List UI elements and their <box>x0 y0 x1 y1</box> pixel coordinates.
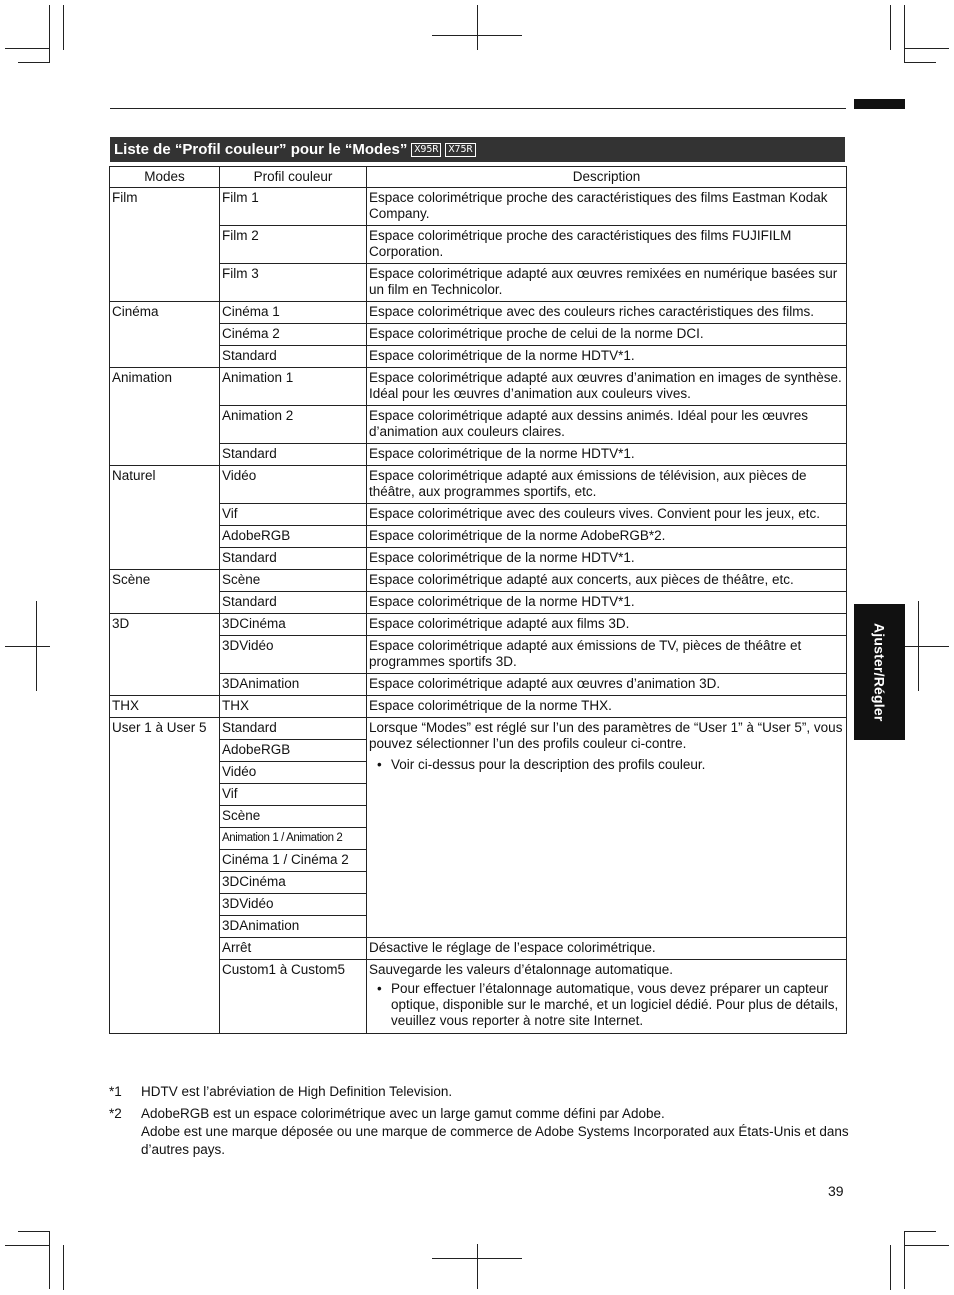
table-row <box>110 466 847 504</box>
profile-cell: Vidéo <box>220 466 367 504</box>
side-tab-label: Ajuster/Régler <box>871 622 888 722</box>
profile-cell: Film 1 <box>220 188 367 226</box>
profile-cell: Scène <box>220 570 367 592</box>
profile-cell: Vif <box>220 504 367 526</box>
description-cell: Espace colorimétrique adapté aux œuvres remixées en numérique basées sur un film en Technicolor. <box>367 264 847 302</box>
table-row <box>110 548 847 570</box>
mode-cell: 3D <box>110 614 220 696</box>
table-row <box>110 570 847 592</box>
table-row <box>110 526 847 548</box>
profile-cell: Standard <box>220 548 367 570</box>
profile-cell: Vidéo <box>220 762 367 784</box>
description-cell: Désactive le réglage de l’espace colorimétrique. <box>367 938 847 960</box>
description-cell <box>367 960 847 1034</box>
description-cell: Espace colorimétrique adapté aux œuvres d’animation en images de synthèse. Idéal pour les œuvres d’animation aux couleurs vives. <box>367 368 847 406</box>
profile-cell: Scène <box>220 806 367 828</box>
custom-description: Sauvegarde les valeurs d’étalonnage automatique. <box>369 962 673 977</box>
profile-cell: THX <box>220 696 367 718</box>
description-cell: Espace colorimétrique de la norme HDTV*1. <box>367 548 847 570</box>
table-row <box>110 960 847 1034</box>
mode-cell: Animation <box>110 368 220 466</box>
top-rule <box>110 108 846 109</box>
description-cell: Espace colorimétrique adapté aux concerts, aux pièces de théâtre, etc. <box>367 570 847 592</box>
profile-cell: Film 3 <box>220 264 367 302</box>
profile-cell: AdobeRGB <box>220 740 367 762</box>
profile-cell: Animation 2 <box>220 406 367 444</box>
profile-cell: 3DAnimation <box>220 916 367 938</box>
table-row <box>110 504 847 526</box>
table-row <box>110 674 847 696</box>
footnote <box>109 1105 849 1159</box>
footnote-mark: *1 <box>109 1084 122 1099</box>
profile-cell: Animation 1 / Animation 2 <box>220 828 367 850</box>
mode-cell: Naturel <box>110 466 220 570</box>
description-cell: Espace colorimétrique adapté aux émissions de télévision, aux pièces de théâtre, aux programmes sportifs, etc. <box>367 466 847 504</box>
description-cell: Espace colorimétrique avec des couleurs riches caractéristiques des films. <box>367 302 847 324</box>
table-row <box>110 346 847 368</box>
profile-cell: Cinéma 1 / Cinéma 2 <box>220 850 367 872</box>
column-header: Description <box>367 167 847 188</box>
mode-cell: Cinéma <box>110 302 220 368</box>
profile-cell: Standard <box>220 592 367 614</box>
footnote-text: HDTV est l’abréviation de High Definition Television. <box>141 1084 453 1099</box>
table-row <box>110 718 847 740</box>
description-cell: Espace colorimétrique de la norme HDTV*1. <box>367 592 847 614</box>
side-tab <box>854 604 905 740</box>
description-cell: Espace colorimétrique de la norme AdobeRGB*2. <box>367 526 847 548</box>
table-row <box>110 696 847 718</box>
footnotes <box>109 1083 849 1163</box>
description-cell: Espace colorimétrique avec des couleurs vives. Convient pour les jeux, etc. <box>367 504 847 526</box>
table-row <box>110 592 847 614</box>
description-cell: Espace colorimétrique proche des caractéristiques des films FUJIFILM Corporation. <box>367 226 847 264</box>
description-cell: Espace colorimétrique de la norme THX. <box>367 696 847 718</box>
profile-cell: 3DVidéo <box>220 636 367 674</box>
user-description: Lorsque “Modes” est réglé sur l’un des paramètres de “User 1” à “User 5”, vous pouvez sélectionner l’un des profils couleur ci-contre. <box>369 720 843 751</box>
profile-cell: Standard <box>220 444 367 466</box>
profile-cell: Cinéma 2 <box>220 324 367 346</box>
profile-cell: 3DCinéma <box>220 872 367 894</box>
bullet-dot: • <box>377 757 382 772</box>
bullet-text: Pour effectuer l’étalonnage automatique, vous devez préparer un capteur optique, disponible sur le marché, et un logiciel dédié. Pour plus de détails, veuillez vous reporter à notre site Internet. <box>391 981 839 1028</box>
profile-cell: Vif <box>220 784 367 806</box>
profile-cell: Standard <box>220 718 367 740</box>
section-title: Liste de “Profil couleur” pour le “Modes” <box>114 141 408 158</box>
table-row <box>110 938 847 960</box>
model-badge: X75R <box>445 143 475 157</box>
header-marker <box>854 99 905 109</box>
description-cell <box>367 718 847 938</box>
color-profile-table <box>109 166 847 1034</box>
description-cell: Espace colorimétrique adapté aux dessins animés. Idéal pour les œuvres d’animation aux couleurs claires. <box>367 406 847 444</box>
table-row <box>110 188 847 226</box>
table-row <box>110 614 847 636</box>
description-cell: Espace colorimétrique adapté aux émissions de TV, pièces de théâtre et programmes sportifs 3D. <box>367 636 847 674</box>
table-row <box>110 406 847 444</box>
mode-cell: User 1 à User 5 <box>110 718 220 1034</box>
table-row <box>110 636 847 674</box>
table-row <box>110 264 847 302</box>
model-badge: X95R <box>411 143 441 157</box>
bullet-text: Voir ci-dessus pour la description des profils couleur. <box>391 757 706 772</box>
mode-cell: Scène <box>110 570 220 614</box>
bullet-item <box>369 757 844 773</box>
table-header-row <box>110 167 847 188</box>
footnote-text: Adobe est une marque déposée ou une marque de commerce de Adobe Systems Incorporated aux États-Unis et dans d’autres pays. <box>141 1124 849 1157</box>
description-cell: Espace colorimétrique adapté aux films 3D. <box>367 614 847 636</box>
column-header: Profil couleur <box>220 167 367 188</box>
footnote-body <box>141 1105 849 1159</box>
table-row <box>110 302 847 324</box>
table-row <box>110 368 847 406</box>
page-number: 39 <box>828 1183 844 1199</box>
table-row <box>110 324 847 346</box>
profile-cell: AdobeRGB <box>220 526 367 548</box>
mode-cell: THX <box>110 696 220 718</box>
column-header: Modes <box>110 167 220 188</box>
profile-cell: Animation 1 <box>220 368 367 406</box>
description-cell: Espace colorimétrique de la norme HDTV*1. <box>367 346 847 368</box>
bullet-item <box>369 981 844 1029</box>
description-cell: Espace colorimétrique de la norme HDTV*1. <box>367 444 847 466</box>
mode-cell: Film <box>110 188 220 302</box>
profile-cell: Arrêt <box>220 938 367 960</box>
profile-cell: Cinéma 1 <box>220 302 367 324</box>
profile-cell: Standard <box>220 346 367 368</box>
description-cell: Espace colorimétrique proche de celui de la norme DCI. <box>367 324 847 346</box>
profile-cell: Film 2 <box>220 226 367 264</box>
footnote-text: AdobeRGB est un espace colorimétrique avec un large gamut comme défini par Adobe. <box>141 1106 665 1121</box>
footnote <box>109 1083 849 1101</box>
description-cell: Espace colorimétrique adapté aux œuvres d’animation 3D. <box>367 674 847 696</box>
section-heading <box>110 137 845 162</box>
profile-cell: 3DCinéma <box>220 614 367 636</box>
profile-cell: Custom1 à Custom5 <box>220 960 367 1034</box>
footnote-mark: *2 <box>109 1106 122 1121</box>
table-row <box>110 444 847 466</box>
profile-cell: 3DAnimation <box>220 674 367 696</box>
description-cell: Espace colorimétrique proche des caractéristiques des films Eastman Kodak Company. <box>367 188 847 226</box>
profile-cell: 3DVidéo <box>220 894 367 916</box>
bullet-dot: • <box>377 981 382 996</box>
table-row <box>110 226 847 264</box>
